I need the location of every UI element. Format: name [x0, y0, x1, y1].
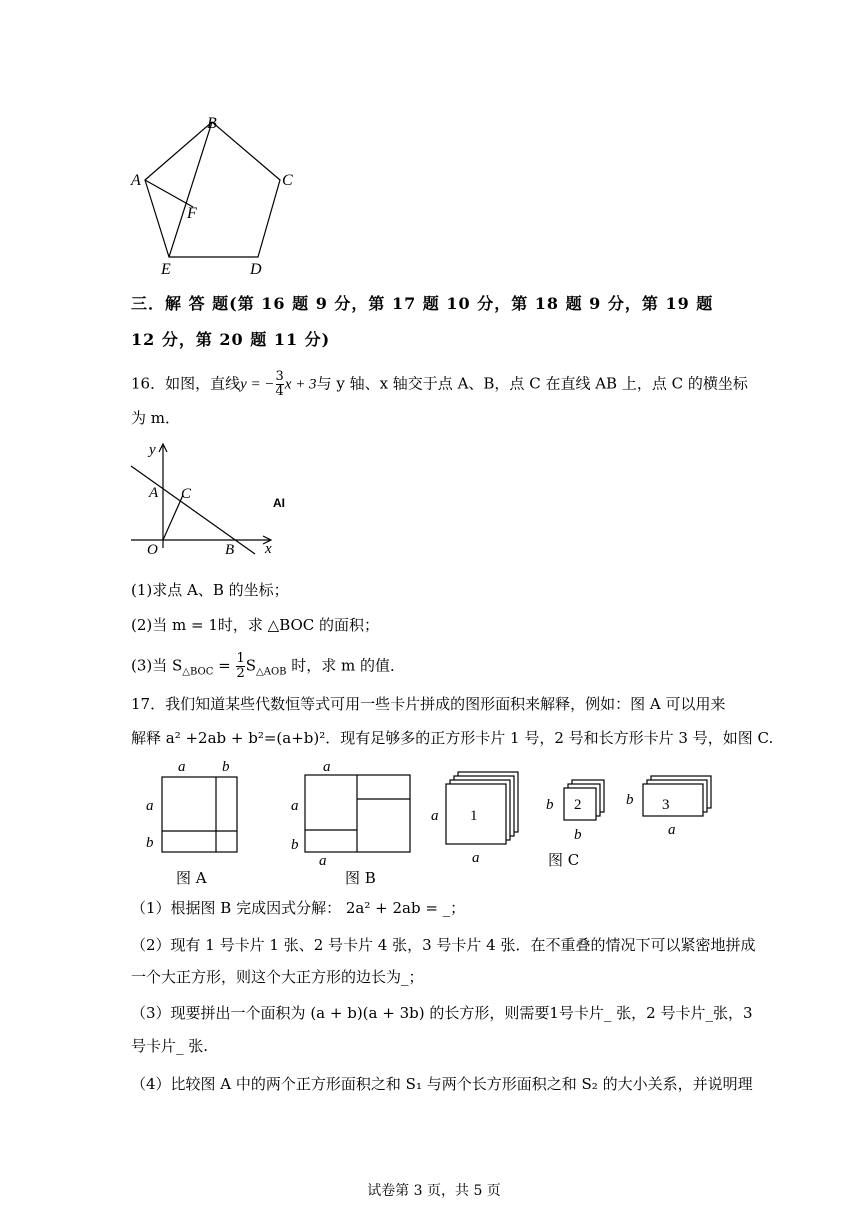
- svg-text:2: 2: [574, 797, 582, 813]
- card-1-stack: [425, 765, 530, 865]
- q16-equation-tail: x + 3: [284, 376, 317, 393]
- graph-label-c: C: [181, 486, 192, 502]
- svg-text:b: b: [626, 792, 634, 808]
- figure-b: [285, 755, 415, 870]
- q17-sub3-line1: （3）现要拼出一个面积为 (a + b)(a + 3b) 的长方形，则需要1号卡片_ 张，2 号卡片_张，3: [131, 1004, 753, 1022]
- q16-equation: y = −: [240, 376, 275, 393]
- svg-text:b: b: [546, 797, 554, 813]
- svg-text:a: a: [146, 798, 154, 814]
- graph-label-o: O: [147, 542, 158, 558]
- graph-label-a: A: [149, 485, 159, 501]
- pentagon-label-f: F: [187, 205, 197, 222]
- section-heading-line2: 12 分，第 20 题 11 分): [131, 330, 331, 349]
- svg-text:a: a: [472, 850, 480, 865]
- q16-intro: 16．如图，直线: [131, 374, 241, 393]
- section-heading-line1: 三．解 答 题(第 16 题 9 分，第 17 题 10 分，第 18 题 9 分，第 19 题: [131, 294, 714, 313]
- svg-text:b: b: [146, 835, 154, 851]
- svg-text:b: b: [222, 759, 230, 775]
- figure-c-caption: 图 C: [548, 851, 580, 869]
- q16-line2: 为 m．: [131, 409, 180, 427]
- graph-label-y: y: [149, 442, 156, 458]
- svg-text:a: a: [323, 759, 331, 775]
- svg-text:a: a: [178, 759, 186, 775]
- q17-sub2-line2: 一个大正方形，则这个大正方形的边长为_；: [131, 968, 424, 986]
- svg-text:b: b: [291, 837, 299, 853]
- q16-text: 与 y 轴、x 轴交于点 A、B，点 C 在直线 AB 上，点 C 的横坐标: [316, 374, 748, 393]
- page-footer: 试卷第 3 页，共 5 页: [367, 1183, 501, 1199]
- svg-text:a: a: [319, 853, 327, 869]
- q16-sub2: (2)当 m = 1时，求 △BOC 的面积；: [131, 616, 380, 634]
- pentagon-label-a: A: [131, 172, 141, 189]
- svg-text:1: 1: [470, 808, 478, 824]
- q17-line1: 17．我们知道某些代数恒等式可用一些卡片拼成的图形面积来解释，例如：图 A 可以用来: [131, 695, 726, 713]
- figure-a-caption: 图 A: [176, 869, 207, 887]
- graph-label-b: B: [225, 542, 235, 558]
- q16-line1: [131, 370, 748, 399]
- q17-line2: 解释 a² +2ab + b²=(a+b)²．现有足够多的正方形卡片 1 号，2 号和长方形卡片 3 号，如图 C.: [131, 729, 774, 747]
- q17-sub4-line1: （4）比较图 A 中的两个正方形面积之和 S₁ 与两个长方形面积之和 S₂ 的大小关系，并说明理: [131, 1075, 753, 1093]
- card-2-stack: [543, 775, 613, 845]
- q17-sub1: （1）根据图 B 完成因式分解： 2a² + 2ab = _；: [131, 899, 466, 917]
- q16-fraction: $\frac{3}{4}$: [275, 369, 284, 399]
- svg-text:3: 3: [662, 797, 670, 813]
- figure-a: [140, 755, 250, 885]
- q17-sub3-line2: 号卡片_ 张.: [131, 1037, 209, 1055]
- q16-sub1: (1)求点 A、B 的坐标；: [131, 581, 289, 599]
- q16-graph: [125, 440, 285, 560]
- figure-b-caption: 图 B: [345, 869, 376, 887]
- pentagon-label-b: B: [207, 115, 217, 132]
- pentagon-label-e: E: [161, 261, 171, 278]
- svg-text:a: a: [431, 808, 439, 824]
- svg-text:a: a: [668, 822, 676, 838]
- ai-mark: AI: [273, 496, 285, 510]
- pentagon-label-c: C: [282, 172, 293, 189]
- card-3-stack: [622, 770, 722, 840]
- q17-sub2-line1: （2）现有 1 号卡片 1 张、2 号卡片 4 张，3 号卡片 4 张．在不重叠的情况下可以紧密地拼成: [131, 936, 756, 954]
- svg-text:a: a: [291, 798, 299, 814]
- q16-sub3: (3)当 $S_{\triangle BOC}$ = $\frac{1}{2}$ $S_{\triangle AOB}$ 时，求 m 的值．: [131, 651, 406, 681]
- pentagon-figure: [125, 110, 305, 280]
- svg-text:b: b: [574, 827, 582, 843]
- pentagon-label-d: D: [250, 261, 262, 278]
- graph-label-x: x: [265, 541, 272, 557]
